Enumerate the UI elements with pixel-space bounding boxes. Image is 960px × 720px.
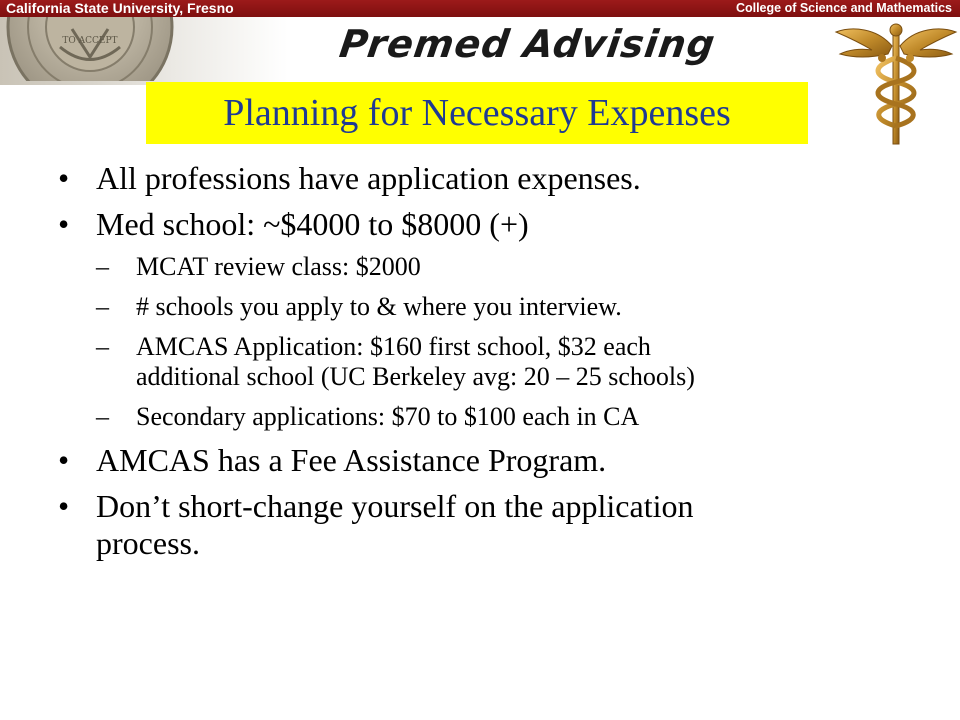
dash-mark: – xyxy=(96,292,109,321)
bullet-text: Don’t short-change yourself on the application xyxy=(96,488,694,524)
sub-bullet-text: MCAT review class: $2000 xyxy=(136,252,421,281)
bullet-mark: • xyxy=(58,160,70,196)
dash-mark: – xyxy=(96,252,109,281)
slide-content xyxy=(58,160,918,571)
sub-bullet-item xyxy=(58,332,918,392)
bullet-text: Med school: ~$4000 to $8000 (+) xyxy=(96,206,529,242)
university-name: California State University, Fresno xyxy=(6,0,234,16)
sub-bullet-text: # schools you apply to & where you interview. xyxy=(136,292,622,321)
sub-bullet-text-continued: additional school (UC Berkeley avg: 20 – 25 schools) xyxy=(136,362,695,391)
college-name: College of Science and Mathematics xyxy=(735,1,952,15)
seal-text: TO ACCEPT xyxy=(62,36,118,46)
bullet-mark: • xyxy=(58,488,70,524)
bullet-mark: • xyxy=(58,206,70,242)
sub-bullet-item xyxy=(58,252,918,282)
slide-title: Planning for Necessary Expenses xyxy=(223,92,731,134)
university-seal-icon xyxy=(0,17,190,81)
dash-mark: – xyxy=(96,332,109,361)
top-banner xyxy=(0,0,960,17)
sub-bullet-item xyxy=(58,292,918,322)
bullet-item xyxy=(58,206,918,243)
slide-title-box xyxy=(146,82,808,144)
premed-advising-logo: Premed Advising xyxy=(336,22,719,66)
bullet-item xyxy=(58,488,918,562)
bullet-text: AMCAS has a Fee Assistance Program. xyxy=(96,442,607,478)
sub-bullet-item xyxy=(58,402,918,432)
bullet-text-continued: process. xyxy=(96,525,200,561)
bullet-text: All professions have application expenses. xyxy=(96,160,641,196)
bullet-mark: • xyxy=(58,442,70,478)
caduceus-icon xyxy=(832,18,960,148)
bullet-item xyxy=(58,160,918,197)
dash-mark: – xyxy=(96,402,109,431)
sub-bullet-text: Secondary applications: $70 to $100 each in CA xyxy=(136,402,640,431)
bullet-item xyxy=(58,442,918,479)
sub-bullet-text: AMCAS Application: $160 first school, $32 each xyxy=(136,332,651,361)
